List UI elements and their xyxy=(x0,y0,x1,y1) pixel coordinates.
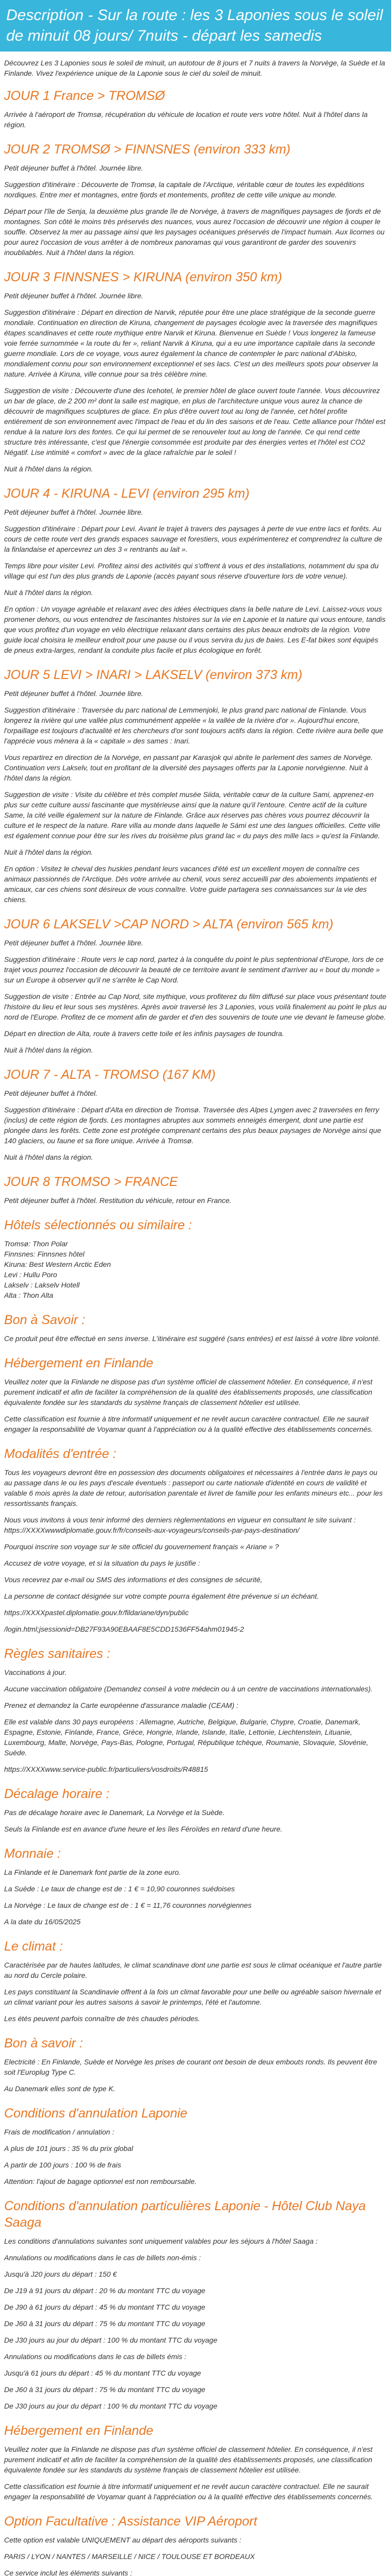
section-paragraph: Nuit à l'hôtel dans la région. xyxy=(4,465,93,473)
section-paragraph: Suggestion d'itinéraire : Traversée du parc national de Lemmenjoki, le plus grand parc national de Finlande. Vous longerez la rivière qui une vallée plus communément appelée « la vallée de la rivière d'or ». Aujourd'hui encore, l'orpaillage est toujours d'actualité et les chercheurs d'or sont toujours actifs dans la région. Cette rivière aura belle que l'apprécie vous mènera à la « capitale » des sames : Inari. xyxy=(4,706,383,745)
section-paragraph: De J60 à 31 jours du départ : 75 % du montant TTC du voyage xyxy=(4,2319,205,2328)
section xyxy=(4,2513,387,2576)
hotel-item: Finnsnes: Finnsnes hôtel xyxy=(4,1250,85,1258)
section-paragraph: Caractérisée par de hautes latitudes, le climat scandinave dont une partie est sous le climat océanique et l'autre partie au nord du Cercle polaire. xyxy=(4,1961,382,1979)
section-paragraph: Vous repartirez en direction de la Norvège, en passant par Karasjok qui abrite le parlement des sames de Norvège. Continuation vers Lakselv, tout en profitant de la diversité des paysages offerts par la Laponie norvégienne. Nuit à l'hôtel dans la région. xyxy=(4,753,373,782)
section-heading: Règles sanitaires : xyxy=(4,1647,110,1661)
section-paragraph: Suggestion d'itinéraire : Départ d'Alta en direction de Tromsø. Traversée des Alpes Lyngen avec 2 traversées en ferry (inclus) de cette région de fjords. Les montagnes abruptes aux sommets enneigés émergent, dont une partie est plongée dans les forêts. Cette zone est protégée comprenant certains des plus beaux paysages de Norvège ainsi que 140 glaciers, ou faune et sa flore unique. Arrivée à Tromsø. xyxy=(4,1106,381,1145)
section-paragraph: Nuit à l'hôtel dans la région. xyxy=(4,588,93,597)
section-paragraph: Elle est valable dans 30 pays européens : Allemagne, Autriche, Belgique, Bulgarie, Chypre, Croatie, Danemark, Espagne, Estonie, Finlande, France, Grèce, Hongrie, Irlande, Islande, Italie, Lettonie, Liechtenstein, Lituanie, Luxembourg, Malte, Norvège, Pays-Bas, Pologne, Portugal, République tchèque, Roumanie, Slovaquie, Slovénie, Suède. xyxy=(4,1718,368,1757)
section-paragraph: Petit déjeuner buffet à l'hôtel. Journée libre. xyxy=(4,939,143,947)
hotel-item: Alta : Thon Alta xyxy=(4,1291,54,1299)
section-heading: JOUR 1 France > TROMSØ xyxy=(4,89,165,103)
section xyxy=(4,1066,387,1162)
section-paragraph: A la date du 16/05/2025 xyxy=(4,1918,81,1926)
section xyxy=(4,485,387,655)
section-paragraph: PARIS / LYON / NANTES / MARSEILLE / NICE / TOULOUSE ET BORDEAUX xyxy=(4,2552,255,2561)
section-paragraph: Annulations ou modifications dans le cas de billets émis : xyxy=(4,2352,187,2361)
section-paragraph: Pas de décalage horaire avec le Danemark, La Norvège et la Suède. xyxy=(4,1808,225,1817)
section-paragraph: Nuit à l'hôtel dans la région. xyxy=(4,848,93,856)
title-bar xyxy=(0,0,391,52)
section xyxy=(4,2035,387,2094)
section-paragraph: Départ en direction de Alta, route à travers cette toile et les infinis paysages de toundra. xyxy=(4,1029,284,1038)
section-paragraph: Petit déjeuner buffet à l'hôtel. Journée libre. xyxy=(4,508,143,516)
section-paragraph: Cette classification est fournie à titre informatif uniquement et ne revêt aucun caractère contractuel. Elle ne saurait engager la responsabilité de Voyamar quant à l'appréciation ou à la qualité effective des établissements concernés. xyxy=(4,1415,373,1433)
hotel-item: Levi : Hullu Poro xyxy=(4,1270,57,1279)
section-paragraph: Veuillez noter que la Finlande ne dispose pas d'un système officiel de classement hôtelier. En conséquence, il n'est purement indicatif et afin de faciliter la compréhension de la qualité des établissements proposés, une classification équivalente fondée sur les standards du système français de classement hôtelier est utilisée. xyxy=(4,2445,373,2474)
section-paragraph: Veuillez noter que la Finlande ne dispose pas d'un système officiel de classement hôtelier. En conséquence, il n'est purement indicatif et afin de faciliter la compréhension de la qualité des établissements proposés, une classification équivalente fondée sur les standards du système français de classement hôtelier est utilisée. xyxy=(4,1378,373,1406)
section-paragraph: Attention: l'ajout de bagage optionnel est non remboursable. xyxy=(4,2177,197,2185)
section-heading: JOUR 2 TROMSØ > FINNSNES (environ 333 km) xyxy=(4,142,290,157)
section-paragraph: Tous les voyageurs devront être en possession des documents obligatoires et nécessaires à l'entrée dans le pays ou au passage dans le ou les pays d'escale éventuels : passeport ou carte nationale d'identité en cours de validité et valable 6 mois après la date de retour, autorisation parentale et livret de famille pour les enfants mineurs etc... pour les ressortissants français. xyxy=(4,1468,383,1507)
section xyxy=(4,1174,387,1206)
section-paragraph: Petit déjeuner buffet à l'hôtel. Journée libre. xyxy=(4,689,143,698)
section-paragraph: Suggestion d'itinéraire : Route vers le cap nord, partez à la conquête du point le plus septentrional d'Europe, lors de ce trajet vous pourrez l'occasion de découvrir la beauté de ce territoire avant le sentiment d'arriver au « bout du monde » sur un Europe à observer qu'il ne s'arrête le Cap Nord. xyxy=(4,955,384,984)
section-paragraph: Frais de modification / annulation : xyxy=(4,2128,115,2136)
section xyxy=(4,269,387,474)
section-paragraph: Petit déjeuner buffet à l'hôtel. Journée libre. xyxy=(4,164,143,172)
section xyxy=(4,1355,387,1434)
section-heading: JOUR 5 LEVI > INARI > LAKSELV (environ 373 km) xyxy=(4,668,303,682)
section xyxy=(4,667,387,905)
section-paragraph: Jusqu'à J20 jours du départ : 150 € xyxy=(4,2270,117,2278)
section-paragraph: https://XXXXwww.service-public.fr/particuliers/vosdroits/R48815 xyxy=(4,1765,208,1773)
section-paragraph: De J60 à 31 jours du départ : 75 % du montant TTC du voyage xyxy=(4,2385,205,2394)
section-paragraph: Vaccinations à jour. xyxy=(4,1668,67,1676)
page-title: Description - Sur la route : les 3 Laponies sous le soleil de minuit 08 jours/ 7nuits - départ les samedis xyxy=(6,7,383,44)
section xyxy=(4,1646,387,1774)
section-paragraph: https://XXXXpastel.diplomatie.gouv.fr/fildariane/dyn/public xyxy=(4,1608,189,1617)
hotel-item: Lakselv : Lakselv Hotell xyxy=(4,1281,80,1289)
section-paragraph: De J30 jours au jour du départ : 100 % du montant TTC du voyage xyxy=(4,2402,218,2410)
section-paragraph: Suggestion d'itinéraire : Départ en direction de Narvik, réputée pour être une place stratégique de la seconde guerre mondiale. Continuation en direction de Kiruna, changement de paysages écologie avec la traversée des magnifiques étapes scandinaves et cette route mythique entre Narvik et Kiruna. Bienvenue en Suède ! Vous longerez la fameuse voie ferrée surnommée « la route du fer », reliant Narvik à Kiruna, qui a eu une importance capitale dans la seconde guerre mondiale. Lors de ce voyage, vous aurez également la chance de contempler le parc national d'Abisko, mondialement connu pour son environnement exceptionnel et ses lacs. C'est un des meilleurs spots pour observer la nature. Arrivée à Kiruna, ville connue pour sa très célèbre mine. xyxy=(4,308,378,378)
section-paragraph: Suggestion d'itinéraire : Découverte de Tromsø, la capitale de l'Arctique, véritable cœur de toutes les expéditions nordiques. Entre mer et montagnes, entre fjords et montements, profitez de cette ville unique au monde. xyxy=(4,180,365,199)
section-paragraph: De J90 à 61 jours du départ : 45 % du montant TTC du voyage xyxy=(4,2303,205,2311)
section-heading: JOUR 3 FINNSNES > KIRUNA (environ 350 km) xyxy=(4,270,282,284)
section-heading: Option Facultative : Assistance VIP Aéroport xyxy=(4,2514,257,2529)
section-paragraph: Seuls la Finlande est en avance d'une heure et les îles Féroïdes en retard d'une heure. xyxy=(4,1825,283,1833)
section-paragraph: Suggestion de visite : Découverte d'une des Icehotel, le premier hôtel de glace ouvert toute l'année. Vous découvrirez un bar de glace, de 2 200 m² dont la salle est magique, en plus de l'architecture unique vous aurez la chance de découvrir de magnifiques sculptures de glace. En plus d'être ouvert tout au long de l'année, cet hôtel profite entièrement de son environnement avec l'impact de l'eau et du lin des saisons et de l'eau. Cette alliance pour l'hôtel est rendue à la nature lors des fontes. Ce qui lui permet de se renouveler tout au long de l'année. Ce qui rend cette structure très intéressante, c'est que l'énergie consommée est produite par des énergies vertes et l'hôtel est CO2 Négatif. Lise intimité « comfort » avec de la glace rafraîchie par le soleil ! xyxy=(4,386,386,456)
section-paragraph: Petit déjeuner buffet à l'hôtel. Restitution du véhicule, retour en France. xyxy=(4,1196,232,1205)
section xyxy=(4,2198,387,2411)
section-paragraph: A partir de 100 jours : 100 % de frais xyxy=(4,2161,121,2169)
section-heading: JOUR 4 - KIRUNA - LEVI (environ 295 km) xyxy=(4,486,250,501)
section-heading: Le climat : xyxy=(4,1939,63,1954)
section xyxy=(4,1786,387,1834)
hotel-item: Kiruna: Best Western Arctic Eden xyxy=(4,1260,111,1268)
section-paragraph: De J30 jours au jour du départ : 100 % du montant TTC du voyage xyxy=(4,2336,218,2344)
section-paragraph: Accusez de votre voyage, et si la situation du pays le justifie : xyxy=(4,1559,200,1567)
section xyxy=(4,1845,387,1927)
section-heading: Décalage horaire : xyxy=(4,1787,110,1801)
section-paragraph: Les étés peuvent parfois connaître de très chaudes périodes. xyxy=(4,2014,200,2023)
section xyxy=(4,916,387,1055)
section-paragraph: Vous recevrez par e-mail ou SMS des informations et des consignes de sécurité, xyxy=(4,1575,263,1584)
section-paragraph: La Norvège : Le taux de change est de : 1 € = 11,76 couronnes norvégiennes xyxy=(4,1901,252,1909)
section-paragraph: La Finlande et le Danemark font partie de la zone euro. xyxy=(4,1868,181,1876)
section-paragraph: Arrivée à l'aéroport de Tromsø, récupération du véhicule de location et route vers votre hôtel. Nuit à l'hôtel dans la région. xyxy=(4,110,368,129)
intro-text: Découvrez Les 3 Laponies sous le soleil de minuit, un autotour de 8 jours et 7 nuits à travers la Norvège, la Suède et la Finlande. Vivez l'expérience unique de la Laponie sous le ciel du soleil de minuit. xyxy=(4,59,385,77)
section-paragraph: Temps libre pour visiter Levi. Profitez ainsi des activités qui s'offrent à vous et des installations, notamment du spa du village qui est l'un des plus grands de Laponie (accès payant sous réserve d'ouverture lors de votre venue). xyxy=(4,562,379,580)
section xyxy=(4,1312,387,1344)
section-paragraph: Nuit à l'hôtel dans la région. xyxy=(4,1153,93,1161)
section-paragraph: Départ pour l'île de Senja, la deuxième plus grande île de Norvège, à travers de magnifiques paysages de fjords et de montagnes. Son côté le moins très préservés des nuances, vous aurez l'occasion de découvrir une région à couper le souffle. Observez la mer au passage ainsi que les paysages océaniques préservés de l'impact humain. Aux licornes ou pour aurez l'occasion de vous arrêter à de nombreux panoramas qui vous garantiront de garder des souvenirs inoubliables. Nuit à l'hôtel dans la région. xyxy=(4,207,385,257)
section-paragraph: Petit déjeuner buffet à l'hôtel. Journée libre. xyxy=(4,292,143,300)
section-heading: JOUR 7 - ALTA - TROMSO (167 KM) xyxy=(4,1067,216,1082)
section-paragraph: En option : Un voyage agréable et relaxant avec des idées électriques dans la belle nature de Levi. Laissez-vous vous promener dehors, ou vous entendrez de fascinantes histoires sur la vie en Laponie et la nature qui vous entoure, tandis que vous profitez d'un voyage en vélo électrique relaxant dans certains des plus beaux endroits de la région. Votre guide local choisira le meilleur endroit pour une pause ou il vous servira du jus de baies. Les E-fat bikes sont équipés de pneus extra-larges, rendant la conduite plus facile et plus écologique en forêt. xyxy=(4,605,386,654)
section xyxy=(4,2105,387,2187)
section-paragraph: En option : Visitez le cheval des huskies pendant leurs vacances d'été est un excellent moyen de connaître ces animaux passionnés de l'Arctique. Dès votre arrivée au chenil, vous serez accueilli par des aboiements impatients et amicaux, car ces chiens sont désireux de vous connaître. Votre guide partagera ses connaissances sur la vie des chiens. xyxy=(4,865,377,904)
section-paragraph: Au Danemark elles sont de type K. xyxy=(4,2084,116,2093)
section xyxy=(4,2422,387,2502)
section-paragraph: Les pays constituant la Scandinavie offrent à la fois un climat favorable pour une belle ou agréable saison hivernale et un climat variant pour les autres saisons à savoir le printemps, l'été et l'automne. xyxy=(4,1988,381,2006)
section-heading: Bon à Savoir : xyxy=(4,1313,86,1327)
section xyxy=(4,88,387,130)
section-paragraph: Cette option est valable UNIQUEMENT au départ des aéroports suivants : xyxy=(4,2536,241,2544)
section-heading: Bon à savoir : xyxy=(4,2036,83,2050)
section-paragraph: Les conditions d'annulations suivantes sont uniquement valables pour les séjours à l'hôtel Saaga : xyxy=(4,2237,318,2245)
section-paragraph: Jusqu'à 61 jours du départ : 45 % du montant TTC du voyage xyxy=(4,2369,201,2377)
section xyxy=(4,141,387,258)
section-heading: Conditions d'annulation Laponie xyxy=(4,2106,188,2121)
section xyxy=(4,1938,387,2024)
section-paragraph: A plus de 101 jours : 35 % du prix global xyxy=(4,2144,134,2153)
section-paragraph: Nous vous invitons à vous tenir informé des derniers règlementations en vigueur en consultant le site suivant : https://XXXXwwwdiplomatie.gouv.fr/fr/conseils-aux-voyageurs/conseils-par-pays-destination/ xyxy=(4,1516,356,1534)
section-heading: JOUR 8 TROMSO > FRANCE xyxy=(4,1175,178,1189)
section-paragraph: Ce service inclut les éléments suivants : xyxy=(4,2569,133,2576)
section-heading: JOUR 6 LAKSELV >CAP NORD > ALTA (environ 565 km) xyxy=(4,917,334,931)
section-paragraph: Suggestion de visite : Entrée au Cap Nord, site mythique, vous profiterez du film diffusé sur place vous présentant toute l'histoire du lieu et leur sous ses mystères. Après avoir traversé les 3 Laponies, vous voilà finalement au point le plus au nord de l'Europe. Profitez de ce moment afin de garder et d'en des souvenirs de toute une vie devant le fameuse globe. xyxy=(4,992,387,1021)
hotel-list xyxy=(4,1239,387,1300)
content xyxy=(0,52,391,2576)
section-paragraph: /login.html;jsessionid=DB27F93A90EBAAF8E5CDD1536FF54ahm01945-2 xyxy=(4,1625,244,1633)
section-heading: Modalités d'entrée : xyxy=(4,1447,117,1461)
section-paragraph: Electricité : En Finlande, Suède et Norvège les prises de courant ont besoin de deux embouts ronds. Ils peuvent être soit l'Europlug Type C. xyxy=(4,2058,377,2076)
section-paragraph: Aucune vaccination obligatoire (Demandez conseil à votre médecin ou à un centre de vaccinations internationales). xyxy=(4,1685,373,1693)
section xyxy=(4,1446,387,1634)
section-heading: Hébergement en Finlande xyxy=(4,1356,154,1370)
hotel-item: Tromsø: Thon Polar xyxy=(4,1240,68,1248)
section-heading: Hôtels sélectionnés ou similaire : xyxy=(4,1218,192,1232)
section-paragraph: Suggestion de visite : Visite du célèbre et très complet musée Siida, véritable cœur de la culture Sami, apprenez-en plus sur cette culture aussi fascinante que mystérieuse ainsi que la nature qu'il l'entoure. Centre actif de la culture Same, la cité veille également sur la nature de Finlande. Grâce aux réserves pas chères vous pourrez découvrir la culture et le respect de la nature. Rare villa au monde dans laquelle le Sámi est une des langues officielles. Cette ville est également connue pour être sur les rives du troisième plus grand lac « du pays des mille lacs » qu'est la Finlande. xyxy=(4,790,381,840)
section xyxy=(4,1217,387,1300)
section-paragraph: La personne de contact désignée sur votre compte pourra également être prévenue si un échéant. xyxy=(4,1592,319,1600)
section-paragraph: Petit déjeuner buffet à l'hôtel. xyxy=(4,1089,97,1097)
section-paragraph: Prenez et demandez la Carte européenne d'assurance maladie (CEAM) : xyxy=(4,1701,239,1709)
section-heading: Monnaie : xyxy=(4,1846,61,1861)
section-heading: Conditions d'annulation particulières Laponie - Hôtel Club Naya Saaga xyxy=(4,2199,366,2230)
section-paragraph: Ce produit peut être effectué en sens inverse. L'itinéraire est suggéré (sans entrées) et est laissé à votre libre volonté. xyxy=(4,1334,381,1343)
section-paragraph: De J19 à 91 jours du départ : 20 % du montant TTC du voyage xyxy=(4,2286,205,2295)
section-paragraph: La Suède : Le taux de change est de : 1 € = 10,90 couronnes suédoises xyxy=(4,1885,235,1893)
section-paragraph: Nuit à l'hôtel dans la région. xyxy=(4,1046,93,1054)
section-heading: Hébergement en Finlande xyxy=(4,2424,154,2438)
section-paragraph: Pourquoi inscrire son voyage sur le site officiel du gouvernement français « Ariane » ? xyxy=(4,1543,279,1551)
section-paragraph: Cette classification est fournie à titre informatif uniquement et ne revêt aucun caractère contractuel. Elle ne saurait engager la responsabilité de Voyamar quant à l'appréciation ou à la qualité effective des établissements concernés. xyxy=(4,2482,373,2501)
section-paragraph: Annulations ou modifications dans le cas de billets non-émis : xyxy=(4,2253,201,2262)
section-paragraph: Suggestion d'itinéraire : Départ pour Levi. Avant le trajet à travers des paysages à perte de vue entre lacs et forêts. Au cours de cette route vert des grands espaces sauvage et forestiers, vous expérimenterez et comprendrez la culture de la finlandaise et apercevrez un des 3 « rentrants au lait ». xyxy=(4,524,383,553)
